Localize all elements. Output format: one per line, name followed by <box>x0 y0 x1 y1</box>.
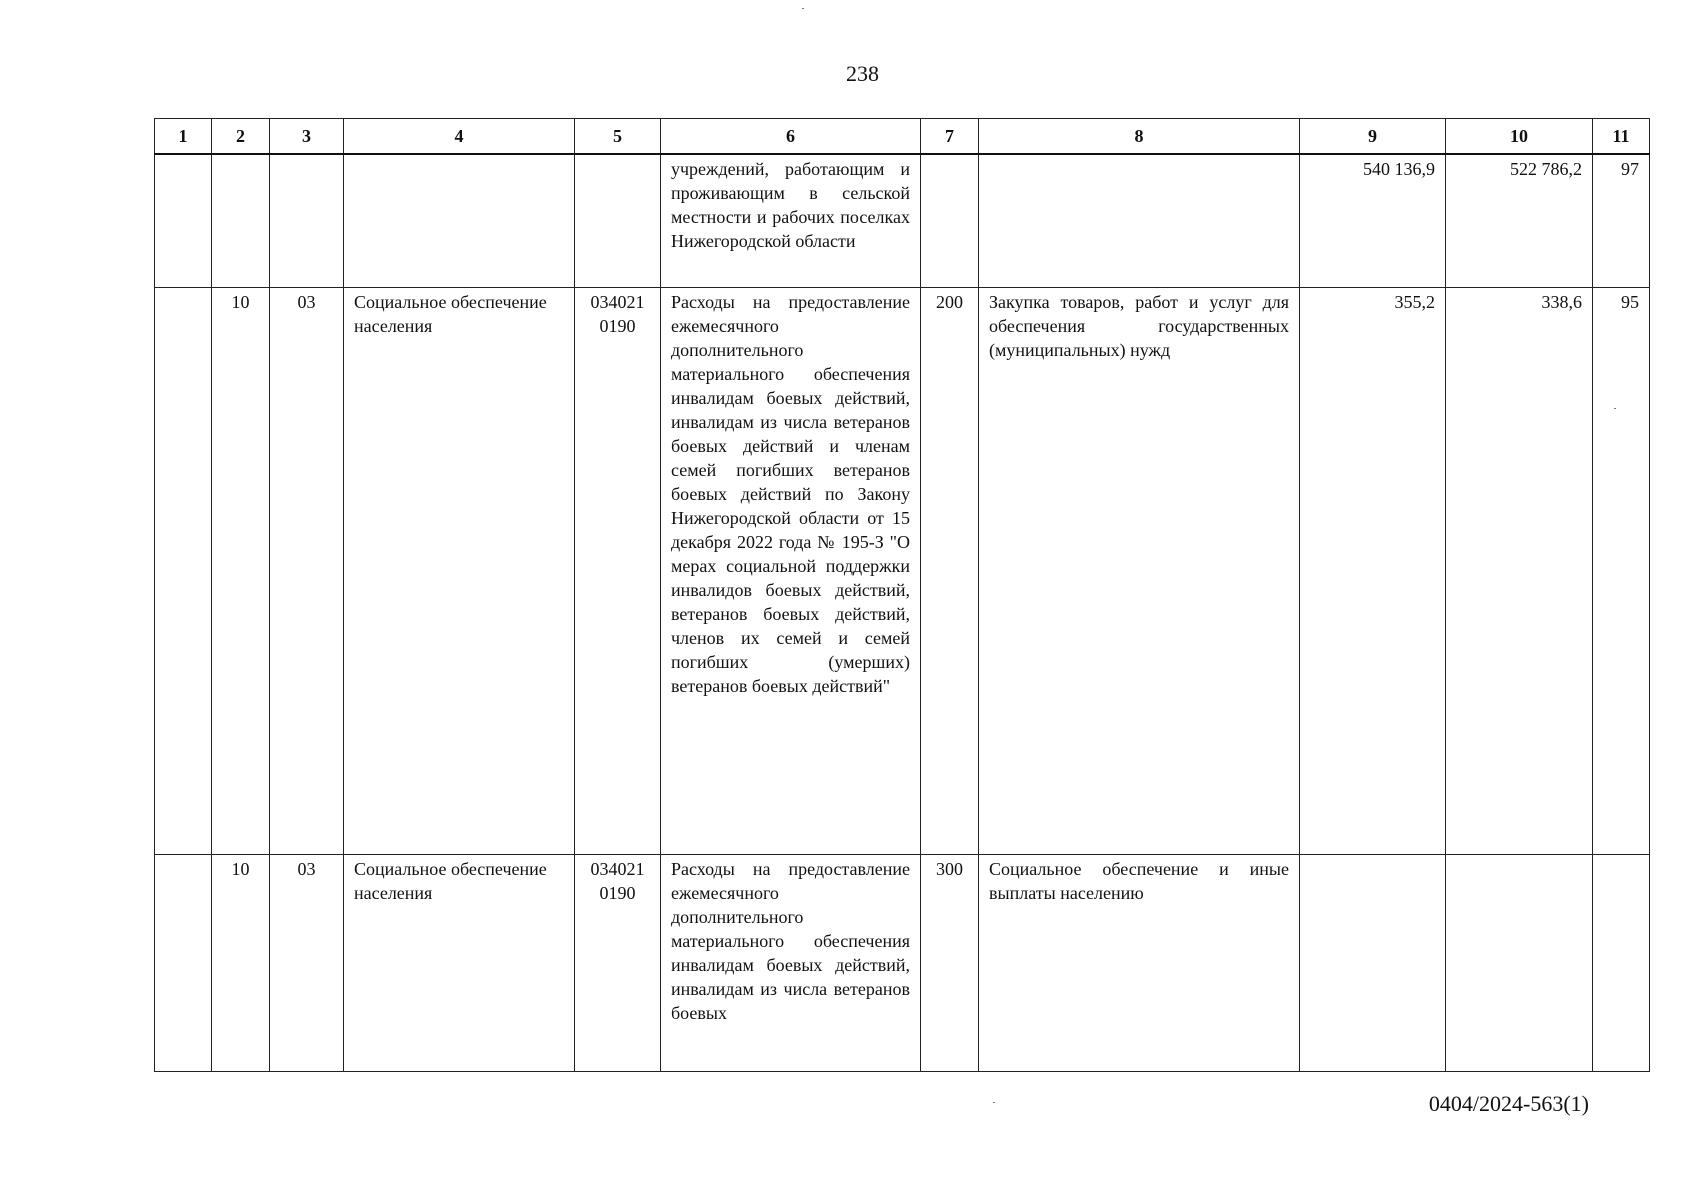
cell-percent-executed: 97 <box>1593 154 1650 287</box>
cell-percent-executed <box>1593 854 1650 1071</box>
cell-article-name: учреждений, работающим и проживающим в сельской местности и рабочих поселках Нижегородской области <box>661 154 921 287</box>
cell-expense-type <box>921 154 979 287</box>
cell-planned-amount: 540 136,9 <box>1300 154 1446 287</box>
cell-executed-amount <box>1446 854 1593 1071</box>
column-header-5: 5 <box>575 119 661 155</box>
cell-code: 03 <box>270 854 344 1071</box>
page-number: 238 <box>846 61 879 86</box>
cell-code: 03 <box>270 287 344 854</box>
column-header-11: 11 <box>1593 119 1650 155</box>
cell-subsection: 10 <box>212 287 270 854</box>
column-header-10: 10 <box>1446 119 1593 155</box>
cell-percent-executed: 95 <box>1593 287 1650 854</box>
scan-speck <box>802 8 804 9</box>
cell-expense-type-name: Закупка товаров, работ и услуг для обеспечения государственных (муниципальных) нужд <box>979 287 1300 854</box>
table-row <box>155 154 1650 287</box>
cell-code <box>270 154 344 287</box>
cell-expense-type-name: Социальное обеспечение и иные выплаты населению <box>979 854 1300 1071</box>
cell-target-article: 034021 0190 <box>575 854 661 1071</box>
column-header-9: 9 <box>1300 119 1446 155</box>
budget-table <box>154 118 1650 1072</box>
cell-expense-type: 200 <box>921 287 979 854</box>
column-header-8: 8 <box>979 119 1300 155</box>
document-code: 0404/2024-563(1) <box>1428 1091 1589 1116</box>
column-header-7: 7 <box>921 119 979 155</box>
cell-executed-amount: 338,6 <box>1446 287 1593 854</box>
table-row <box>155 854 1650 1071</box>
cell-section <box>155 854 212 1071</box>
cell-expense-type: 300 <box>921 854 979 1071</box>
cell-planned-amount: 355,2 <box>1300 287 1446 854</box>
column-header-4: 4 <box>344 119 575 155</box>
cell-subsection <box>212 154 270 287</box>
column-header-2: 2 <box>212 119 270 155</box>
cell-section-name: Социальное обеспечение населения <box>344 287 575 854</box>
cell-expense-type-name <box>979 154 1300 287</box>
cell-article-name: Расходы на предоставление ежемесячного дополнительного материального обеспечения инвалидам боевых действий, инвалидам из числа ветеранов боевых <box>661 854 921 1071</box>
cell-executed-amount: 522 786,2 <box>1446 154 1593 287</box>
cell-section-name: Социальное обеспечение населения <box>344 854 575 1071</box>
cell-section <box>155 287 212 854</box>
table-row <box>155 287 1650 854</box>
cell-subsection: 10 <box>212 854 270 1071</box>
cell-target-article: 034021 0190 <box>575 287 661 854</box>
cell-section-name <box>344 154 575 287</box>
column-header-1: 1 <box>155 119 212 155</box>
cell-target-article <box>575 154 661 287</box>
table-header-row <box>155 119 1650 155</box>
column-header-3: 3 <box>270 119 344 155</box>
scan-speck <box>993 1102 995 1103</box>
column-header-6: 6 <box>661 119 921 155</box>
cell-planned-amount <box>1300 854 1446 1071</box>
cell-section <box>155 154 212 287</box>
cell-article-name: Расходы на предоставление ежемесячного дополнительного материального обеспечения инвалидам боевых действий, инвалидам из числа ветеранов боевых действий и членам семей погибших ветеранов боевых действий по Закону Нижегородской области от 15 декабря 2022 года № 195-З "О мерах социальной поддержки инвалидов боевых действий, ветеранов боевых действий, членов их семей и семей погибших (умерших) ветеранов боевых действий" <box>661 287 921 854</box>
